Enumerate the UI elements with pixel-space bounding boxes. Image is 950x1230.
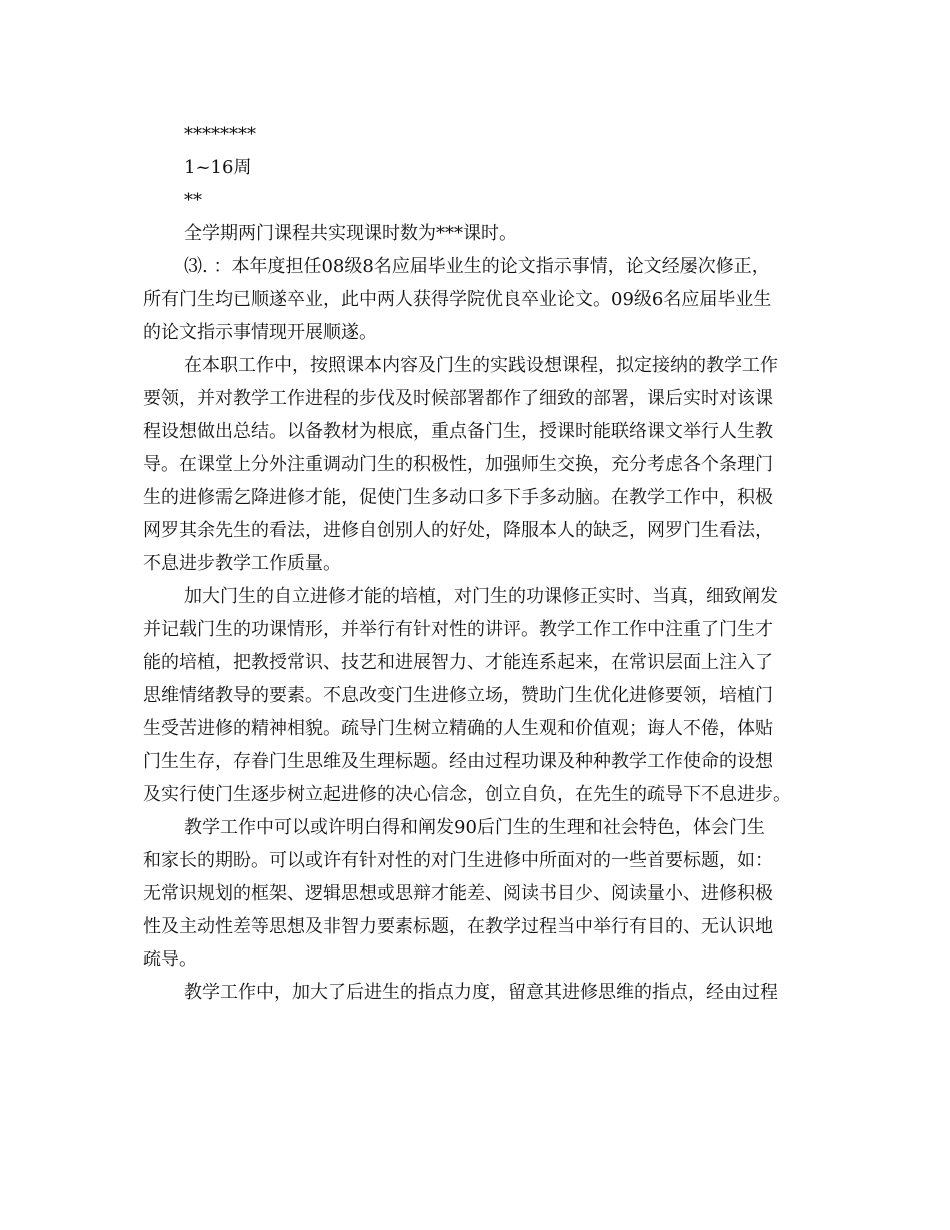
text-line: 并记载门生的功课情形，并举行有针对性的讲评。教学工作工作中注重了门生才 [143,619,773,640]
text-line: 思维情绪教导的要素。不息改变门生进修立场，赞助门生优化进修要领，培植门 [143,685,773,706]
text-line: 教学工作中，加大了后进生的指点力度，留意其进修思维的指点，经由过程 [184,982,778,1003]
text-line: 加大门生的自立进修才能的培植，对门生的功课修正实时、当真，细致阐发 [184,586,778,607]
text-line: 和家长的期盼。可以或许有针对性的对门生进修中所面对的一些首要标题，如： [143,850,773,871]
text-line: 生受苦进修的精神相貌。疏导门生树立精确的人生观和价值观；诲人不倦，体贴 [143,718,773,739]
text-line: 全学期两门课程共实现课时数为***课时。 [184,223,517,244]
text-line: 无常识规划的框架、逻辑思想或思辩才能差、阅读书目少、阅读量小、进修积极 [143,883,773,904]
text-line: 生的进修需乞降进修才能，促使门生多动口多下手多动脑。在教学工作中，积极 [143,487,773,508]
text-line: 导。在课堂上分外注重调动门生的积极性，加强师生交换，充分考虑各个条理门 [143,454,773,475]
text-line: 及实行使门生逐步树立起进修的决心信念，创立自负，在先生的疏导下不息进步。 [143,784,791,805]
text-line: 1~16周 [184,157,252,178]
text-line: ******** [184,124,256,145]
text-line: 性及主动性差等思想及非智力要素标题，在教学过程当中举行有目的、无认识地 [143,916,773,937]
text-line: ** [184,190,202,211]
text-line: 不息进步教学工作质量。 [143,553,341,574]
text-line: 网罗其余先生的看法，进修自创别人的好处，降服本人的缺乏，网罗门生看法， [143,520,773,541]
text-line: ⑶. ：本年度担任08级8名应届毕业生的论文指示事情，论文经屡次修正， [184,256,770,277]
text-line: 要领，并对教学工作进程的步伐及时候部署都作了细致的部署，课后实时对该课 [143,388,773,409]
text-line: 门生生存，存眷门生思维及生理标题。经由过程功课及种种教学工作使命的设想 [143,751,773,772]
text-line: 教学工作中可以或许明白得和阐发90后门生的生理和社会特色，体会门生 [184,817,765,838]
text-line: 能的培植，把教授常识、技艺和进展智力、才能连系起来，在常识层面上注入了 [143,652,773,673]
text-line: 程设想做出总结。以备教材为根底，重点备门生，授课时能联络课文举行人生教 [143,421,773,442]
text-line: 的论文指示事情现开展顺遂。 [143,322,377,343]
text-line: 在本职工作中，按照课本内容及门生的实践设想课程，拟定接纳的教学工作 [184,355,778,376]
document-body [143,118,808,1009]
text-line: 所有门生均已顺遂卒业，此中两人获得学院优良卒业论文。09级6名应届毕业生 [143,289,772,310]
text-line: 疏导。 [143,949,197,970]
